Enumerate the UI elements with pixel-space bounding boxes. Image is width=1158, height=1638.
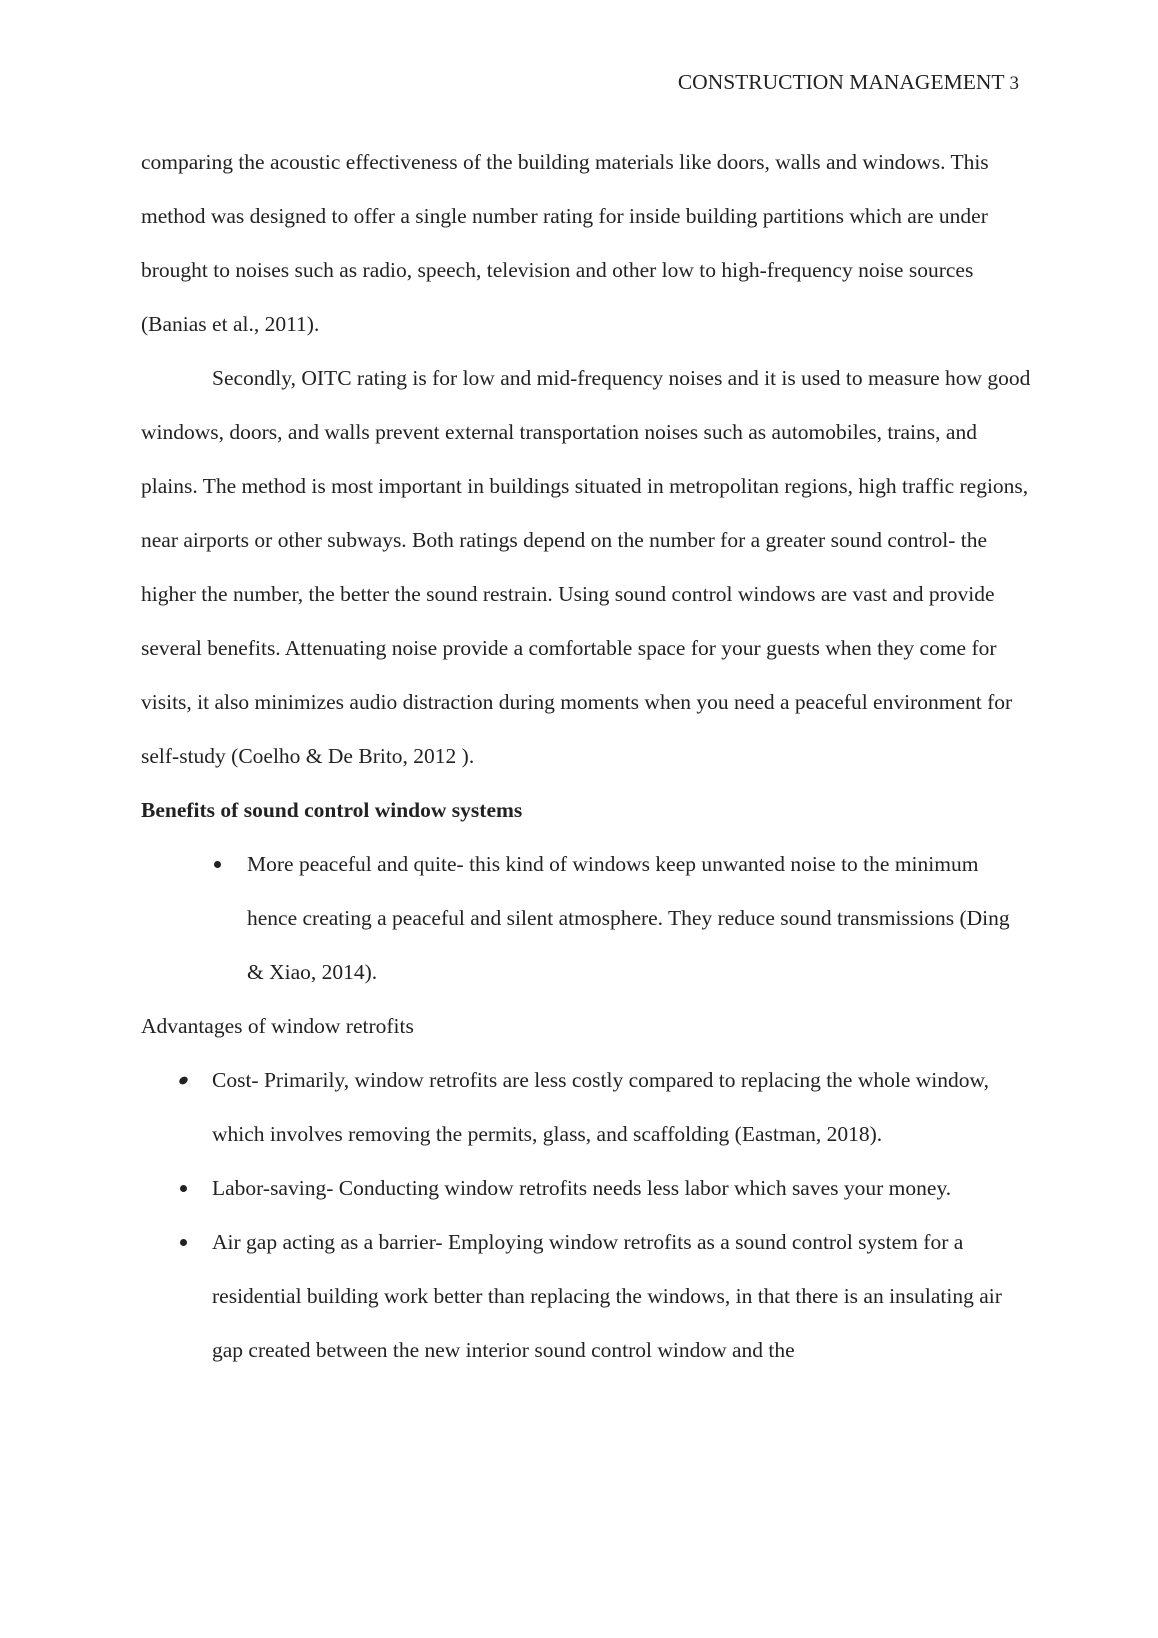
advantages-heading: Advantages of window retrofits	[141, 1014, 414, 1038]
bullet-icon	[178, 1075, 189, 1086]
list-item	[141, 1053, 1031, 1161]
list-item-text: Labor-saving- Conducting window retrofits needs less labor which saves your money.	[212, 1176, 952, 1200]
benefits-heading: Benefits of sound control window systems	[141, 798, 523, 822]
page-number: 3	[1009, 73, 1019, 94]
bullet-icon	[180, 1239, 187, 1246]
benefits-list	[141, 837, 1031, 999]
list-item-text: Cost- Primarily, window retrofits are less costly compared to replacing the whole window, which involves removing the permits, glass, and scaffolding (Eastman, 2018).	[212, 1068, 990, 1146]
paragraph-oitc-rating: Secondly, OITC rating is for low and mid-frequency noises and it is used to measure how good windows, doors, and walls prevent external transportation noises such as automobiles, trains, and plains. The method is most important in buildings situated in metropolitan regions, high traffic regions, near airports or other subways. Both ratings depend on the number for a greater sound control- the higher the number, the better the sound restrain. Using sound control windows are vast and provide several benefits. Attenuating noise provide a comfortable space for your guests when they come for visits, it also minimizes audio distraction during moments when you need a peaceful environment for self-study (Coelho & De Brito, 2012 ).	[141, 366, 1031, 768]
list-item	[141, 1215, 1031, 1377]
list-item-text: Air gap acting as a barrier- Employing window retrofits as a sound control system for a residential building work better than replacing the windows, in that there is an insulating air gap created between the new interior sound control window and the	[212, 1230, 1002, 1362]
bullet-icon	[214, 861, 221, 868]
list-item	[141, 1161, 1031, 1215]
paragraph-continued: comparing the acoustic effectiveness of the building materials like doors, walls and windows. This method was designed to offer a single number rating for inside building partitions which are under brought to noises such as radio, speech, television and other low to high-frequency noise sources (Banias et al., 2011).	[141, 150, 989, 336]
bullet-icon	[180, 1185, 187, 1192]
running-header	[678, 68, 1019, 98]
list-item-text: More peaceful and quite- this kind of windows keep unwanted noise to the minimum hence creating a peaceful and silent atmosphere. They reduce sound transmissions (Ding & Xiao, 2014).	[247, 852, 1010, 984]
header-title: CONSTRUCTION MANAGEMENT	[677, 70, 1005, 94]
advantages-list	[141, 1053, 1031, 1377]
document-body	[141, 135, 1031, 1377]
list-item	[141, 837, 1031, 999]
